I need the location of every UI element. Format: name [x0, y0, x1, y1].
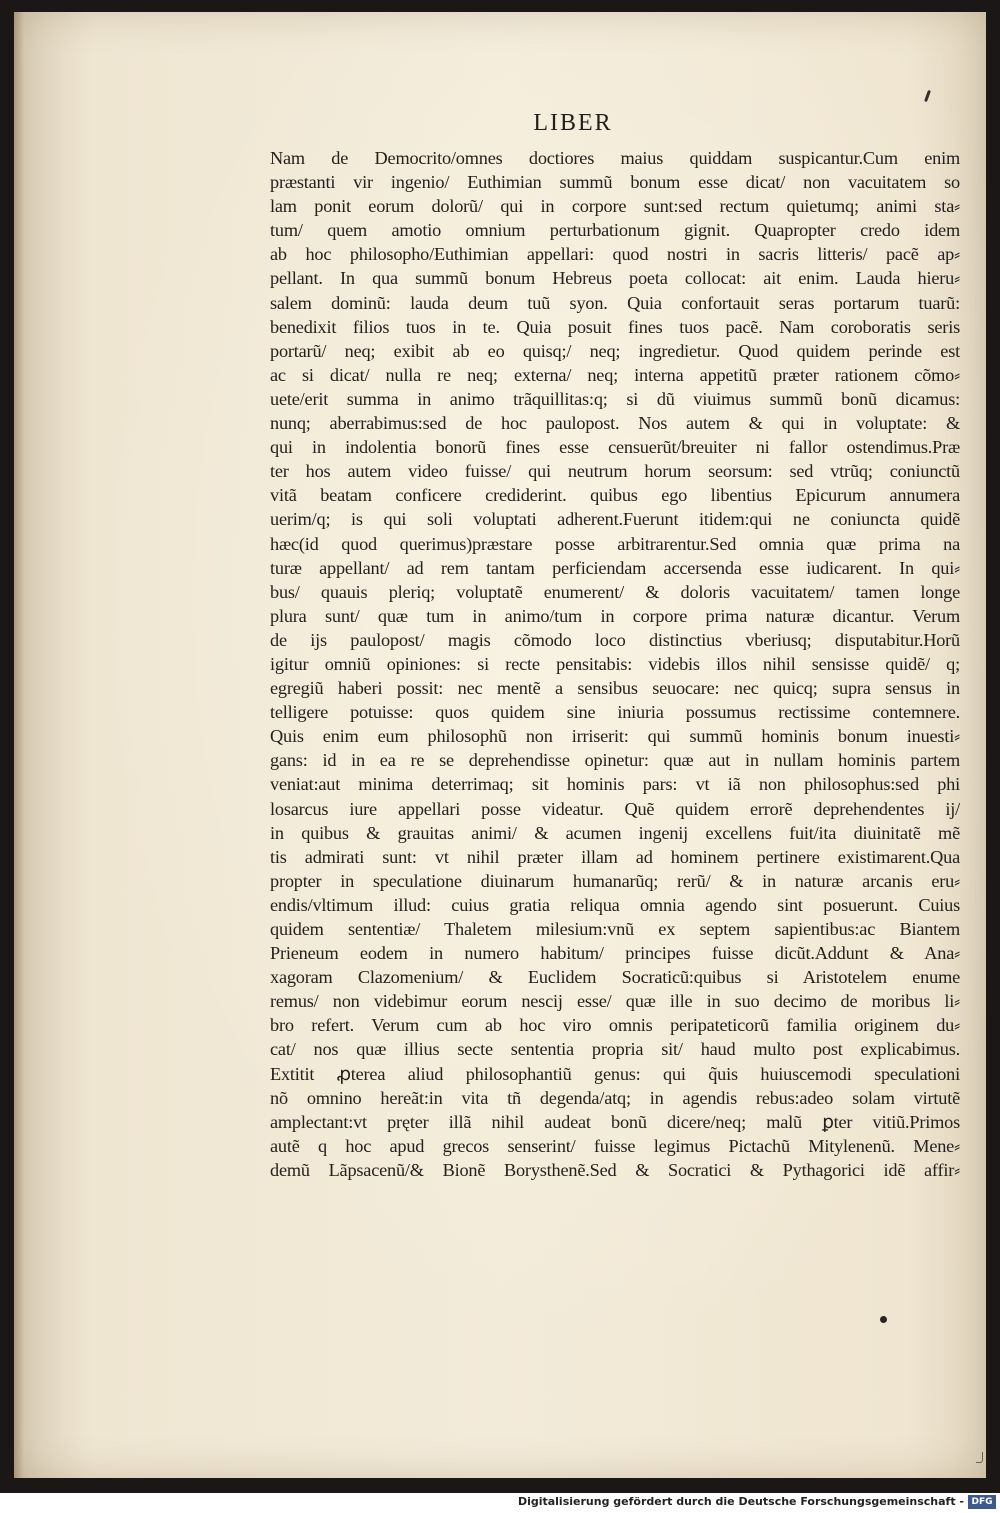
text-line: Nam de Democrito/omnes doctiores maius quiddam suspicantur.Cum enim — [270, 148, 960, 168]
text-line: portarũ/ neq; exibit ab eo quisq;/ neq; ingredietur. Quod quidem perinde est — [270, 340, 960, 361]
text-line: plura sunt/ quæ tum in animo/tum in corpore prima naturæ dicantur. Verum — [270, 605, 960, 626]
text-line: benedixit filios tuos in te. Quia posuit fines tuos pacẽ. Nam coroboratis seris — [270, 316, 960, 337]
text-line: nunq; aberrabimus:sed de hoc paulopost. Nos autem & qui in voluptate: & — [270, 413, 960, 434]
text-line: telligere potuisse: quos quidem sine iniuria possumus rectissime contemnere. — [270, 702, 960, 723]
text-line: endis/vltimum illud: cuius gratia reliqua omnia agendo sint posuerunt. Cuius — [270, 894, 960, 915]
text-line: Quis enim eum philosophũ non irriserit: qui summũ hominis bonum inuesti⸗ — [270, 726, 960, 747]
text-line: losarcus iure appellari posse videatur. Quẽ quidem errorẽ deprehendentes ij/ — [270, 798, 960, 819]
text-line: quidem sententiæ/ Thaletem milesium:vnũ ex septem sapientibus:ac Biantem — [270, 919, 960, 939]
text-line: ac si dicat/ nulla re neq; externa/ neq; interna appetitũ præter rationem cõmo⸗ — [270, 364, 960, 385]
text-line: lam ponit eorum dolorũ/ qui in corpore sunt:sed rectum quietumq; animi sta⸗ — [270, 196, 960, 217]
text-line: vitã beatam conficere crediderint. quibus ego libentius Epicurum annumera — [270, 485, 960, 506]
text-line: tis admirati sunt: vt nihil præter illam ad hominem pertinere existimarent.Qua — [270, 846, 960, 867]
text-body — [270, 146, 960, 1182]
text-line: turæ appellant/ ad rem tantam perficiendam accersenda esse iudicarent. In qui⸗ — [270, 557, 960, 578]
text-line: propter in speculatione diuinarum humanarũq; rerũ/ & in naturæ arcanis eru⸗ — [270, 870, 960, 891]
text-line: præstanti vir ingenio/ Euthimian summũ bonum esse dicat/ non vacuitatem so — [270, 172, 960, 193]
text-line: uete/erit summa in animo trãquillitas:q; si dũ viuimus summũ bonũ dicamus: — [270, 388, 960, 409]
text-line: remus/ non videbimur eorum nescij esse/ quæ ille in suo decimo de moribus li⸗ — [270, 991, 960, 1012]
text-line: in quibus & grauitas animi/ & acumen ingenij excellens fuit/ita diuinitatẽ mẽ — [270, 822, 960, 843]
footer-bar — [0, 1493, 1000, 1513]
text-line: ab hoc philosopho/Euthimian appellari: quod nostri in sacris litteris/ pacẽ ap⸗ — [270, 244, 960, 265]
text-line: gans: id in ea re se deprehendisse opinetur: quæ aut in nullam hominis partem — [270, 750, 960, 771]
page-corner-mark — [976, 1452, 983, 1463]
text-line: salem dominũ: lauda deum tuũ syon. Quia confortauit seras portarum tuarũ: — [270, 292, 960, 313]
text-line: de ijs paulopost/ magis cõmodo loco distinctius vberiusq; disputabitur.Horũ — [270, 629, 960, 650]
text-line: cat/ nos quæ illius secte sententia propria sit/ haud multo post explicabimus. — [270, 1039, 960, 1060]
text-line: demũ Lãpsacenũ/& Bionẽ Borysthenẽ.Sed & Socratici & Pythagorici idẽ affir⸗ — [270, 1159, 960, 1180]
ink-blot — [880, 1316, 887, 1323]
text-line: Extitit ꝓterea aliud philosophantiũ genus: qui q̃uis huiuscemodi speculationi — [270, 1063, 960, 1084]
text-line: bus/ quauis pleriq; voluptatẽ enumerent/ & doloris vacuitatem/ tamen longe — [270, 581, 960, 602]
text-line: egregiũ haberi possit: nec mentẽ a sensibus seuocare: nec quicq; supra sensus in — [270, 678, 960, 699]
text-line: uerim/q; is qui soli voluptati adherent.Fuerunt itidem:qui ne coniuncta quidẽ — [270, 509, 960, 530]
ink-mark — [924, 90, 931, 102]
text-line: tum/ quem amotio omnium perturbationum gignit. Quapropter credo idem — [270, 220, 960, 241]
text-line: hæc(id quod querimus)præstare posse arbitrarentur.Sed omnia quæ prima na — [270, 533, 960, 554]
text-line: veniat:aut minima deterrimaq; sit hominis pars: vt iã non philosophus:sed phi — [270, 774, 960, 795]
page-header — [14, 110, 986, 137]
text-line: xagoram Clazomenium/ & Euclidem Socraticũ:quibus si Aristotelem enume — [270, 967, 960, 988]
text-line: nõ omnino hereãt:in vita tñ degenda/atq; in agendis rebus:adeo solam virtutẽ — [270, 1087, 960, 1108]
text-line: amplectant:vt pręter illã nihil audeat bonũ dicere/neq; malũ ꝑter vitiũ.Primos — [270, 1111, 960, 1132]
dfg-logo: DFG — [968, 1495, 996, 1509]
text-line: igitur omniũ opiniones: si recte pensitabis: videbis illos nihil sensisse quidẽ/ q; — [270, 653, 960, 674]
text-line: pellant. In qua summũ bonum Hebreus poeta collocat: ait enim. Lauda hieru⸗ — [270, 268, 960, 289]
page-header-text: LIBER — [533, 110, 613, 136]
text-line: bro refert. Verum cum ab hoc viro omnis peripateticorũ familia originem du⸗ — [270, 1015, 960, 1036]
text-line: Prieneum eodem in numero habitum/ principes fuisse dicũt.Addunt & Ana⸗ — [270, 943, 960, 964]
text-line: autẽ q hoc apud grecos senserint/ fuisse legimus Pictachũ Mitylenenũ. Mene⸗ — [270, 1135, 960, 1156]
paper-page — [14, 12, 986, 1478]
funding-note: Digitalisierung gefördert durch die Deutsche Forschungsgemeinschaft - — [517, 1495, 964, 1508]
text-line: ter hos autem video fuisse/ qui neutrum horum seorsum: sed vtrũq; coniunctũ — [270, 461, 960, 482]
text-line: qui in indolentia bonorũ fines esse censuerũt/breuiter ni fallor ostendimus.Præ — [270, 437, 960, 458]
